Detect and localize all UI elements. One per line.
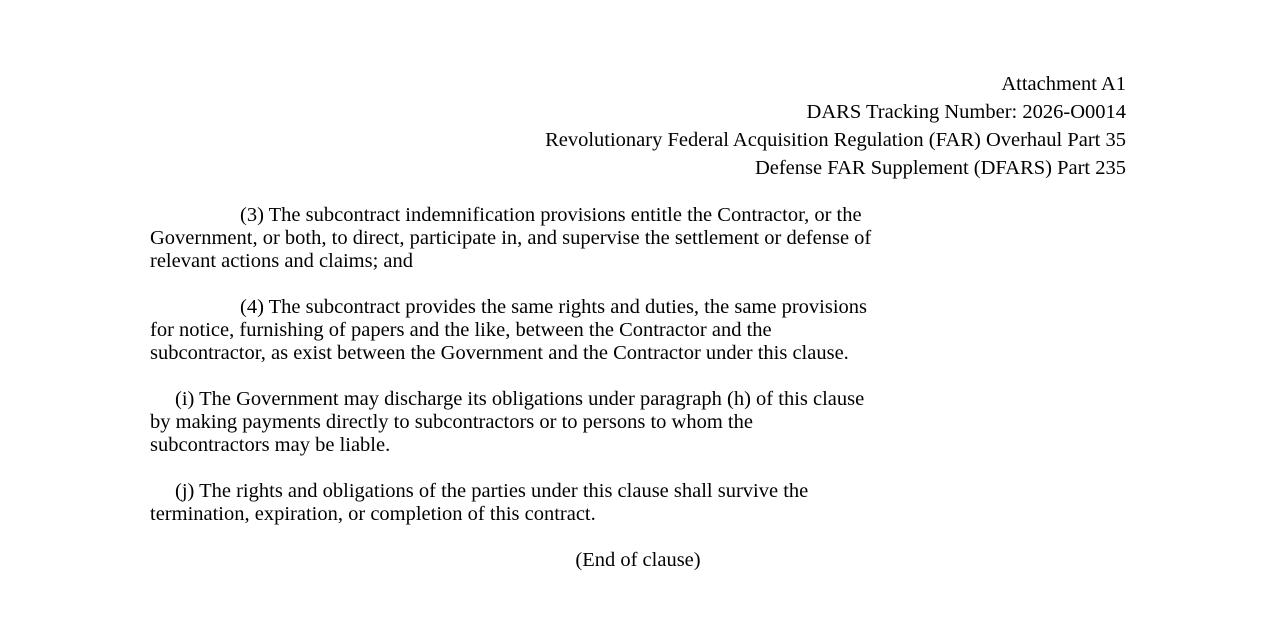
paragraph-line: Government, or both, to direct, participate in, and supervise the settlement or defense of bbox=[150, 227, 872, 249]
end-of-clause: (End of clause) bbox=[575, 549, 701, 571]
tracking-number: DARS Tracking Number: 2026-O0014 bbox=[806, 101, 1126, 123]
paragraph-line: (j) The rights and obligations of the parties under this clause shall survive the bbox=[175, 480, 809, 502]
paragraph-line: by making payments directly to subcontractors or to persons to whom the bbox=[150, 411, 753, 433]
paragraph-j bbox=[150, 480, 1126, 526]
paragraph-i bbox=[150, 388, 1126, 457]
paragraph-line: (4) The subcontract provides the same rights and duties, the same provisions bbox=[240, 296, 868, 318]
paragraph-line: (i) The Government may discharge its obligations under paragraph (h) of this clause bbox=[175, 388, 865, 410]
paragraph-line: relevant actions and claims; and bbox=[150, 250, 413, 272]
document-page bbox=[150, 70, 1126, 572]
paragraph-line: (3) The subcontract indemnification provisions entitle the Contractor, or the bbox=[240, 204, 862, 226]
clause-body bbox=[150, 204, 1126, 572]
far-overhaul-title: Revolutionary Federal Acquisition Regulation (FAR) Overhaul Part 35 bbox=[545, 129, 1126, 151]
paragraph-line: subcontractor, as exist between the Government and the Contractor under this clause. bbox=[150, 342, 849, 364]
attachment-label: Attachment A1 bbox=[1001, 73, 1126, 95]
paragraph-4 bbox=[150, 296, 1126, 365]
paragraph-line: subcontractors may be liable. bbox=[150, 434, 391, 456]
dfars-title: Defense FAR Supplement (DFARS) Part 235 bbox=[754, 157, 1126, 179]
paragraph-line: termination, expiration, or completion of this contract. bbox=[150, 503, 596, 525]
document-header bbox=[150, 70, 1126, 182]
paragraph-line: for notice, furnishing of papers and the like, between the Contractor and the bbox=[150, 319, 772, 341]
paragraph-3 bbox=[150, 204, 1126, 273]
